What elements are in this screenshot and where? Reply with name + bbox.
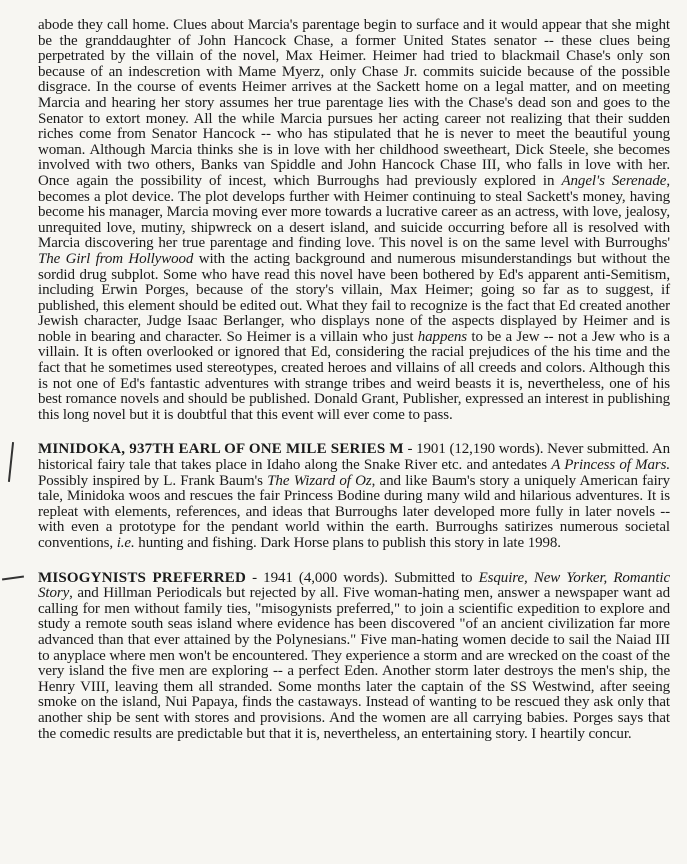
italic-title: Esquire, New Yorker, Romantic Story: [38, 569, 671, 602]
intro-paragraph-block: [38, 18, 670, 423]
text-run: Possibly inspired by L. Frank Baum's: [38, 472, 268, 489]
entry-title: MINIDOKA, 937TH EARL OF ONE MILE SERIES M: [38, 441, 404, 458]
text-run: hunting and fishing. Dark Horse plans to publish this story in late 1998.: [134, 535, 561, 551]
italic-title: i.e.: [116, 535, 135, 551]
misogynists-entry: [38, 571, 670, 743]
text-run: abode they call home. Clues about Marcia's parentage begin to surface and it would appear that she might be the granddaughter of John Hancock Chase, a former United States senator -- these clues being perpetrated by the villain of the novel, Max Heimer. Heimer had tried to blackmail Chase's only son because of an indescretion with Mame Myerz, only Chase Jr. commits suicide because of the possible disgrace. In the course of events Heimer arrives at the Sackett home on a legal matter, and on meeting Marcia and hearing her story assumes her true parentage lies with the Chase's dead son and goes to the Senator to extort money. All the while Marcia pursues her acting career not realizing that their sudden riches come from Senator Hancock -- who has stipulated that he is never to meet the beautiful young woman. Although Marcia thinks she is in love with her childhood sweetheart, Dick Steele, she becomes involved with two others, Banks van Spiddle and John Hancock Chase III, who falls in love with her. Once again the possibility of incest, which Burroughs had previously explored in: [38, 17, 670, 189]
italic-title: Angel's Serenade: [561, 172, 667, 189]
minidoka-entry: [38, 442, 670, 551]
italic-title: The Wizard of Oz: [267, 472, 372, 489]
text-run: , becomes a plot device. The plot develops further with Heimer continuing to steal Sackett's money, having become his manager, Marcia moving ever more towards a lucrative career as an actress, with love, jealosy, unrequited love, mutiny, shipwreck on a desert island, and suicide occurring before all is resolved with Marcia discovering her true parentage and finding love. This novel is on the same level with Burroughs': [38, 172, 670, 252]
margin-pen-mark: [2, 575, 24, 580]
intro-paragraph: [38, 18, 670, 423]
italic-title: happens: [417, 328, 468, 345]
entry-title: MISOGYNISTS PREFERRED: [38, 569, 246, 586]
text-run: to be a Jew -- not a Jew who is a villain. It is often overlooked or ignored that Ed, considering the racial prejudices of the his time and the fact that he sometimes used stereotypes, created heroes and villains of all creeds and colors. Although this is not one of Ed's fantastic adventures with strange tribes and weird beasts it is, nevertheless, one of his best romance novels and should be published. Donald Grant, Publisher, expressed an interest in publishing this long novel but it is doubtful that this event will ever come to pass.: [38, 328, 670, 423]
text-run: , and like Baum's story a uniquely American fairy tale, Minidoka woos and rescues the fair Princess Bodine during many wild and hilarious adventures. It is repleat with elements, references, and ideas that Burroughs later developed more fully in later novels -- with even a prototype for the pendant world within the earth. Burroughs satirizes numerous societal conventions,: [38, 472, 670, 551]
minidoka-paragraph: [38, 442, 670, 551]
document-page: [38, 18, 670, 742]
text-run: , and Hillman Periodicals but rejected by all. Five woman-hating men, answer a newspaper want ad calling for men without family ties, "misogynists preferred," to join a scientific expedition to explore and study a remote south seas island where evidence has been discovered "of an ancient civilization far more advanced than that ever attained by the Polynesians." Five man-hating women decide to sail the Naiad III to anyplace where men won't be encountered. They experience a storm and are wrecked on the coast of the very island the five men are exploring -- a perfect Eden. Another storm later destroys the men's ship, the Henry VIII, leaving them all stranded. Some months later the captain of the SS Westwind, after seeing smoke on the island, Nui Papaya, finds the castaways. Instead of wanting to be rescued they ask only that another ship be sent with stores and provisions. And the women are all carrying babies. Porges says that the comedic results are predictable but that it is, nevertheless, an entertaining story. I heartily concur.: [38, 585, 670, 742]
text-run: - 1941 (4,000 words). Submitted to: [245, 569, 479, 586]
italic-title: A Princess of Mars.: [551, 457, 670, 474]
misogynists-paragraph: [38, 571, 670, 743]
text-run: with the acting background and numerous misunderstandings but without the sordid drug subplot. Some who have read this novel have been bothered by Ed's apparent anti-Semitism, including Erwin Porges, because of the story's villain, Max Heimer; going so far as to suggest, if published, this element should be edited out. What they fail to recognize is the fact that Ed created another Jewish character, Judge Isaac Berlanger, who displays none of the aspects displayed by Heimer and is noble in bearing and character. So Heimer is a villain who just: [38, 250, 670, 345]
text-run: - 1901 (12,190 words). Never submitted. An historical fairy tale that takes place in Idaho along the Snake River etc. and antedates: [38, 441, 670, 474]
margin-pen-mark: [8, 442, 14, 482]
italic-title: The Girl from Hollywood: [38, 250, 194, 267]
